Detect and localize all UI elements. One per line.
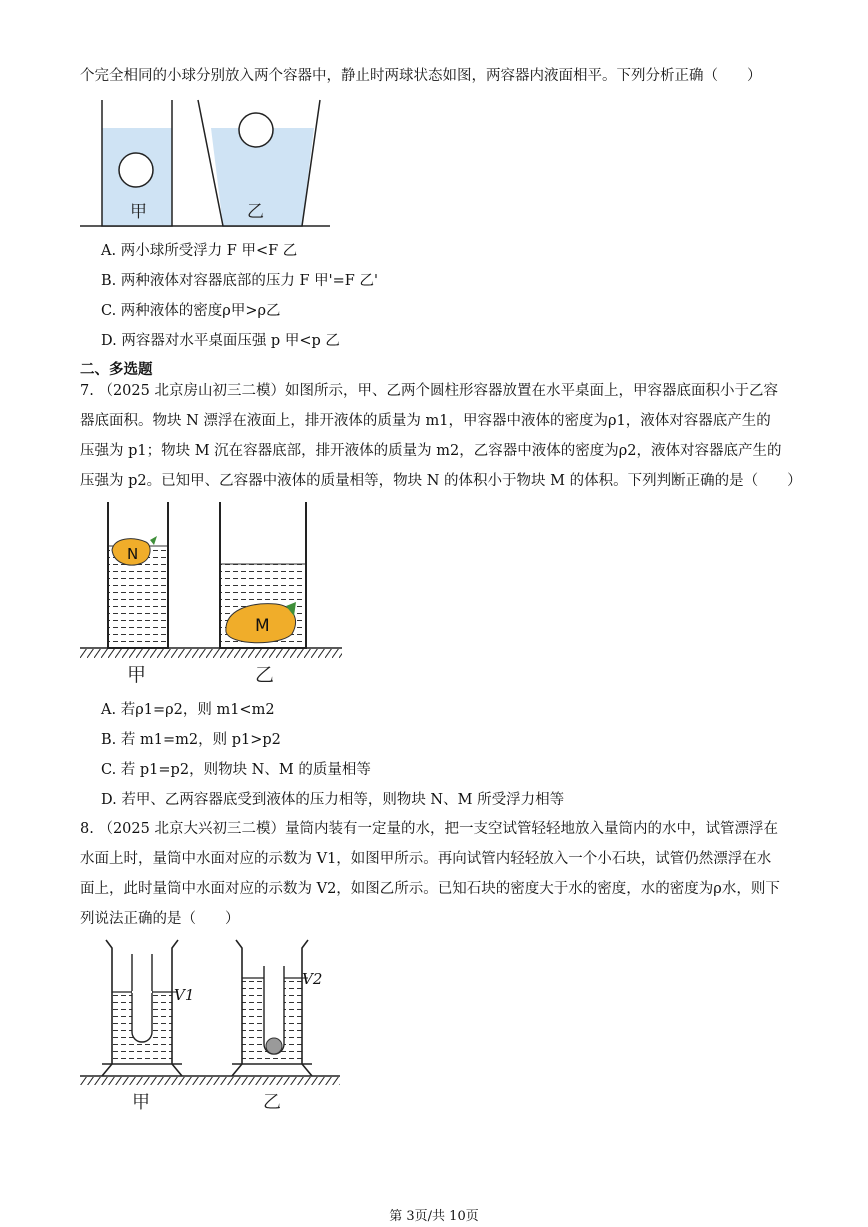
page-number: 第 3页/共 10页 (389, 1209, 479, 1224)
label-jia: 甲 (132, 1092, 150, 1113)
q8-line-1: 8. （2025 北京大兴初三二模）量筒内装有一定量的水，把一支空试管轻轻地放入量筒内的水中，试管漂浮在 (80, 821, 778, 837)
ground-hatch (80, 1077, 340, 1085)
q7-option-a: A. 若ρ1=ρ2，则 m1<m2 (101, 702, 275, 718)
ball-yi (239, 113, 273, 147)
q6-option-c: C. 两种液体的密度ρ甲>ρ乙 (101, 303, 281, 319)
q7-figure (80, 498, 350, 688)
v2-label: V2 (302, 970, 323, 988)
q7-line-4: 压强为 p2。已知甲、乙容器中液体的质量相等，物块 N 的体积小于物块 M 的体积。下列判断正确的是（ ） (80, 473, 802, 489)
ground-hatch (80, 649, 342, 658)
q8-line-2: 水面上时，量筒中水面对应的示数为 V1，如图甲所示。再向试管内轻轻放入一个小石块，试管仍然漂浮在水 (80, 851, 772, 867)
ball-jia (119, 153, 153, 187)
q7-option-d: D. 若甲、乙两容器底受到液体的压力相等，则物块 N、M 所受浮力相等 (101, 792, 565, 808)
label-m: M (255, 616, 270, 636)
q6-option-b: B. 两种液体对容器底部的压力 F 甲'=F 乙' (101, 273, 378, 289)
label-yi: 乙 (263, 1092, 281, 1113)
q6-stem: 个完全相同的小球分别放入两个容器中，静止时两球状态如图，两容器内液面相平。下列分析正确（ ） (80, 68, 762, 84)
q6-figure (80, 95, 330, 230)
q7-line-2: 器底面积。物块 N 漂浮在液面上，排开液体的质量为 m1，甲容器中液体的密度为ρ1，液体对容器底产生的 (80, 413, 771, 429)
leaf-n (150, 536, 157, 545)
q7-option-c: C. 若 p1=p2，则物块 N、M 的质量相等 (101, 762, 371, 778)
q8-figure (80, 936, 340, 1116)
v1-label: V1 (174, 986, 195, 1004)
section-title: 二、多选题 (80, 362, 153, 378)
stone (266, 1038, 282, 1054)
label-yi: 乙 (247, 202, 264, 222)
label-yi: 乙 (255, 664, 275, 686)
q7-option-b: B. 若 m1=m2，则 p1>p2 (101, 732, 281, 748)
q6-option-d: D. 两容器对水平桌面压强 p 甲<p 乙 (101, 333, 340, 349)
q7-line-3: 压强为 p1；物块 M 沉在容器底部，排开液体的质量为 m2，乙容器中液体的密度为ρ2，液体对容器底产生的 (80, 443, 782, 459)
q7-line-1: 7. （2025 北京房山初三二模）如图所示，甲、乙两个圆柱形容器放置在水平桌面上，甲容器底面积小于乙容 (80, 383, 778, 399)
test-tube-jia (132, 954, 152, 1042)
label-n: N (127, 545, 139, 563)
label-jia: 甲 (127, 664, 147, 686)
q6-option-a: A. 两小球所受浮力 F 甲<F 乙 (101, 243, 298, 259)
label-jia: 甲 (130, 202, 147, 222)
q8-line-3: 面上，此时量筒中水面对应的示数为 V2，如图乙所示。已知石块的密度大于水的密度，水的密度为ρ水，则下 (80, 881, 780, 897)
q8-line-4: 列说法正确的是（ ） (80, 911, 240, 927)
